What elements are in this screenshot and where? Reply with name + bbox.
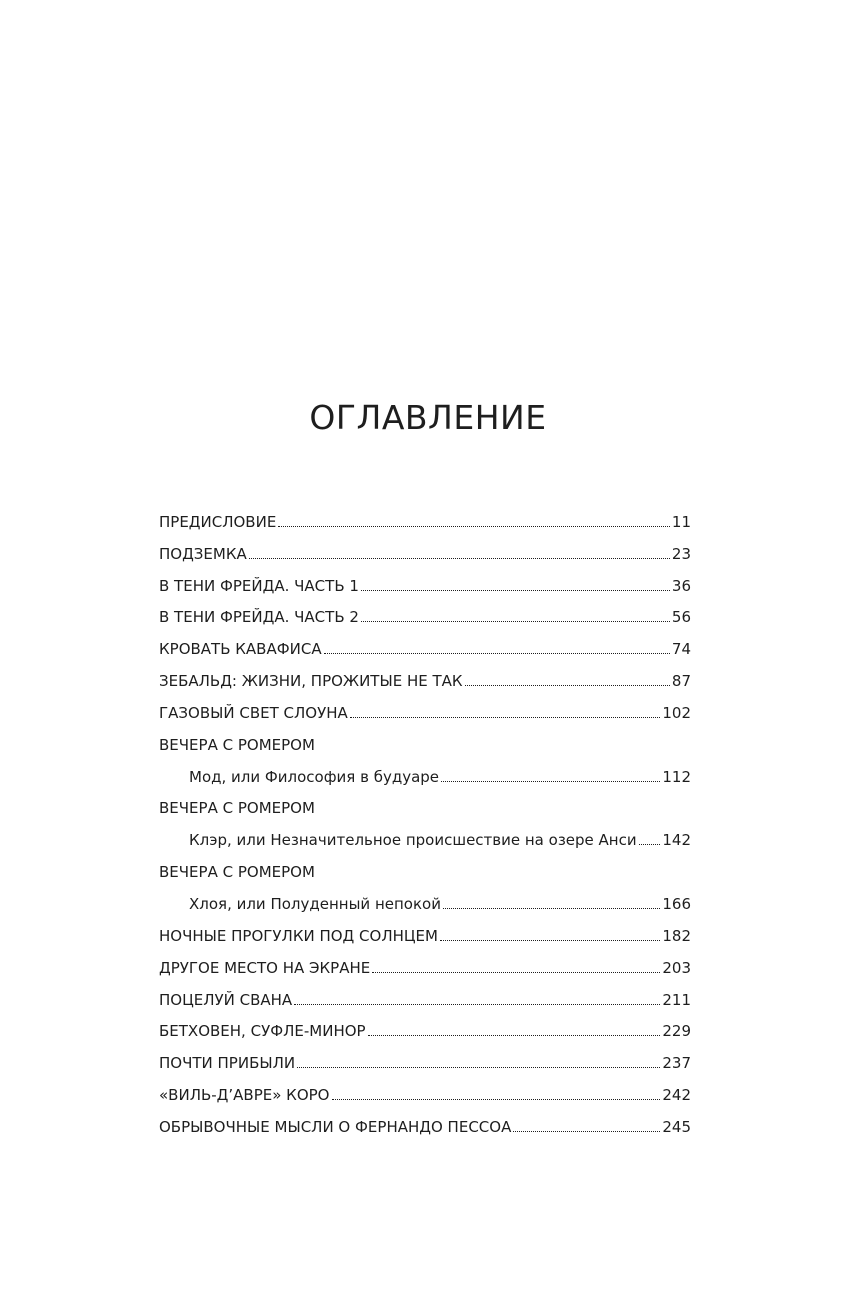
toc-entry — [159, 728, 691, 760]
toc-entry-title: ЗЕБАЛЬД: ЖИЗНИ, ПРОЖИТЫЕ НЕ ТАК — [159, 672, 463, 691]
toc-entry-title: БЕТХОВЕН, СУФЛЕ-МИНОР — [159, 1022, 366, 1041]
toc-page-number: 182 — [662, 926, 691, 945]
toc-entry-title: В ТЕНИ ФРЕЙДА. ЧАСТЬ 2 — [159, 608, 359, 627]
toc-page-number: 142 — [662, 831, 691, 850]
dot-leader — [513, 1131, 660, 1132]
toc-entry — [159, 505, 691, 537]
toc-entry-title: ОБРЫВОЧНЫЕ МЫСЛИ О ФЕРНАНДО ПЕССОА — [159, 1117, 512, 1136]
toc-entry — [159, 855, 691, 887]
dot-leader — [361, 621, 670, 622]
toc-entry — [159, 983, 691, 1015]
toc-entry-title: КРОВАТЬ КАВАФИСА — [159, 640, 322, 659]
toc-entry — [159, 537, 691, 569]
dot-leader — [332, 1099, 661, 1100]
page-title: ОГЛАВЛЕНИЕ — [309, 398, 547, 437]
toc-page-number: 211 — [662, 990, 691, 1009]
toc-entry-title: ГАЗОВЫЙ СВЕТ СЛОУНА — [159, 703, 348, 722]
toc-entry-title: ПОДЗЕМКА — [159, 544, 247, 563]
toc-page-number: 166 — [662, 894, 691, 913]
toc-entry — [159, 601, 691, 633]
toc-entry — [159, 569, 691, 601]
dot-leader — [278, 526, 670, 527]
toc-entry — [159, 951, 691, 983]
toc-entry-title: ПРЕДИСЛОВИЕ — [159, 512, 277, 531]
toc-page-number: 229 — [662, 1022, 691, 1041]
toc-subentry — [159, 823, 691, 855]
dot-leader — [324, 653, 670, 654]
toc-entry-title: ПОЧТИ ПРИБЫЛИ — [159, 1054, 296, 1073]
toc-page-number: 56 — [671, 608, 691, 627]
toc-entry — [159, 664, 691, 696]
dot-leader — [294, 1004, 660, 1005]
toc-page-number: 237 — [662, 1054, 691, 1073]
toc-entry-title: НОЧНЫЕ ПРОГУЛКИ ПОД СОЛНЦЕМ — [159, 926, 438, 945]
table-of-contents — [159, 505, 691, 1142]
toc-entry-title: ПОЦЕЛУЙ СВАНА — [159, 990, 293, 1009]
toc-subentry — [159, 760, 691, 792]
toc-entry-title: ДРУГОЕ МЕСТО НА ЭКРАНЕ — [159, 958, 371, 977]
toc-page-number: 245 — [662, 1117, 691, 1136]
toc-entry — [159, 919, 691, 951]
toc-entry — [159, 1015, 691, 1047]
toc-entry — [159, 696, 691, 728]
toc-page-number: 23 — [671, 544, 691, 563]
dot-leader — [249, 558, 670, 559]
toc-page-number: 102 — [662, 703, 691, 722]
toc-subentry — [159, 887, 691, 919]
toc-entry — [159, 792, 691, 824]
toc-entry — [159, 632, 691, 664]
toc-page-number: 203 — [662, 958, 691, 977]
dot-leader — [372, 972, 660, 973]
toc-page-number: 112 — [662, 767, 691, 786]
dot-leader — [465, 685, 670, 686]
toc-entry-title: ВЕЧЕРА С РОМЕРОМ — [159, 863, 315, 882]
toc-entry-title: Мод, или Философия в будуаре — [189, 767, 440, 786]
toc-entry — [159, 1110, 691, 1142]
toc-entry — [159, 1046, 691, 1078]
toc-entry-title: ВЕЧЕРА С РОМЕРОМ — [159, 735, 315, 754]
dot-leader — [443, 908, 660, 909]
dot-leader — [297, 1067, 660, 1068]
toc-page-number: 87 — [671, 672, 691, 691]
toc-page-number: 74 — [671, 640, 691, 659]
toc-entry-title: ВЕЧЕРА С РОМЕРОМ — [159, 799, 315, 818]
dot-leader — [361, 590, 670, 591]
toc-page-number: 36 — [671, 576, 691, 595]
toc-entry-title: Клэр, или Незначительное происшествие на озере Анси — [189, 831, 637, 850]
dot-leader — [639, 844, 661, 845]
toc-entry-title: В ТЕНИ ФРЕЙДА. ЧАСТЬ 1 — [159, 576, 359, 595]
dot-leader — [440, 940, 660, 941]
toc-entry-title: «ВИЛЬ-Д’АВРЕ» КОРО — [159, 1086, 330, 1105]
toc-page-number: 11 — [671, 512, 691, 531]
dot-leader — [441, 781, 660, 782]
dot-leader — [368, 1035, 661, 1036]
toc-page-number: 242 — [662, 1086, 691, 1105]
toc-entry-title: Хлоя, или Полуденный непокой — [189, 894, 441, 913]
dot-leader — [350, 717, 661, 718]
toc-entry — [159, 1078, 691, 1110]
